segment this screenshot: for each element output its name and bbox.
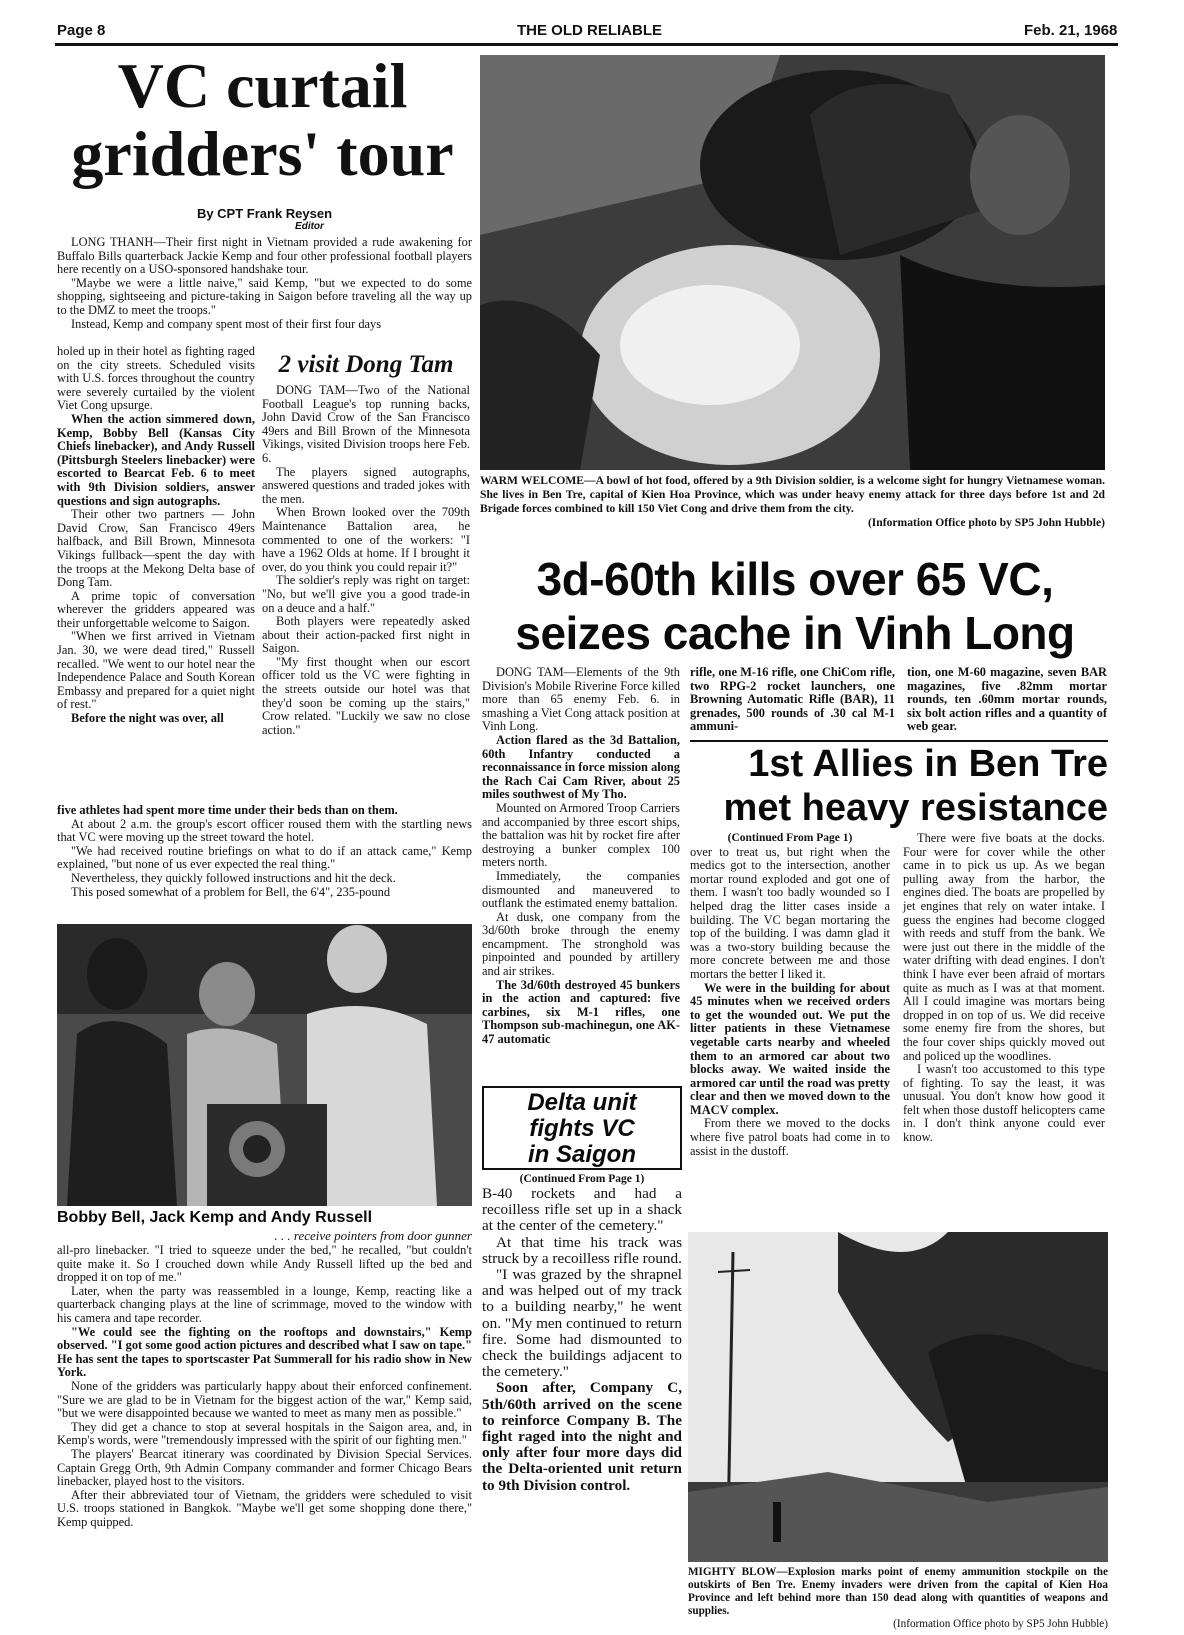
paragraph: The soldier's reply was right on target: "No, but we'll give you a good trade-in on a deuce and a half." (262, 573, 470, 615)
players-caption (57, 1208, 472, 1244)
players-caption-sub: . . . receive pointers from door gunner (274, 1228, 472, 1243)
story4-headline-3: in Saigon (528, 1141, 636, 1168)
story3-headline-2: met heavy resistance (723, 787, 1108, 829)
paragraph: When Brown looked over the 709th Maintenance Battalion area, he commented to one of the workers: "I have a 1962 Olds at home. If I brought it over, do you think you could repair it?" (262, 505, 470, 574)
sidebar-dongtam (262, 350, 470, 737)
byline: By CPT Frank Reysen (196, 206, 333, 221)
paragraph: A prime topic of conversation wherever the gridders appeared was their unforgettable welcome to Saigon. (57, 588, 255, 630)
warm-welcome-photo (480, 55, 1105, 470)
continued-label: (Continued From Page 1) (519, 1173, 645, 1185)
paragraph: The players' Bearcat itinerary was coordinated by Division Special Services. Captain Gregg Orth, 9th Admin Company commander and former Chicago Bears linebacker, played host to the visitors. (57, 1446, 472, 1489)
story1-column (57, 345, 255, 726)
paragraph: Mounted on Armored Troop Carriers and accompanied by three escort ships, the battalion was hit by rocket fire after destroying a bunker complex 100 meters north. (482, 800, 680, 870)
photo-credit: (Information Office photo by SP5 John Hubble) (867, 516, 1105, 529)
story4-headline-1: Delta unit (527, 1089, 637, 1116)
paragraph: holed up in their hotel as fighting raged on the city streets. Scheduled visits with U.S. forces throughout the country were severely curtailed by the violent Viet Cong upsurge. (57, 344, 255, 413)
paragraph: At that time his track was struck by a recoilless rifle round. (482, 1233, 682, 1267)
story3-headline-1: 1st Allies in Ben Tre (748, 743, 1108, 785)
mighty-blow-image (688, 1232, 1108, 1562)
paragraph: rifle, one M-16 rifle, one ChiCom rifle, two RPG-2 rocket launchers, one Browning Automatic Rifle (BAR), 11 grenades, 500 rounds of .30 cal M-1 ammuni- (690, 665, 895, 734)
paragraph: tion, one M-60 magazine, seven BAR magazines, five .82mm mortar rounds, ten .60mm mortar rounds, six bolt action rifles and a quantity of web gear. (907, 665, 1107, 734)
paragraph: "We had received routine briefings on what to do if an attack came," Kemp explained, "but none of us ever expected the real thing." (57, 843, 472, 872)
byline-role: Editor (295, 221, 324, 232)
paragraph: Immediately, the companies dismounted and maneuvered to outflank the estimated enemy battalion. (482, 868, 680, 911)
players-photo (57, 924, 472, 1206)
paragraph: all-pro linebacker. "I tried to squeeze under the bed," he recalled, "but couldn't quite make it. So I crouched down while Andy Russell lifted up the bed and dropped it on top of me." (57, 1244, 472, 1285)
story1-lead (57, 236, 472, 331)
paragraph: From there we moved to the docks where five patrol boats had come in to assist in the dustoff. (690, 1116, 890, 1158)
story1-continuation (57, 804, 472, 899)
warm-welcome-image (480, 55, 1105, 470)
paragraph: LONG THANH—Their first night in Vietnam provided a rude awakening for Buffalo Bills quarterback Jackie Kemp and four other professional football players here recently on a USO-sponsored handshake tour. (57, 235, 472, 277)
story3-column-2 (903, 832, 1105, 1145)
paragraph: "When we first arrived in Vietnam Jan. 30, we were dead tired," Russell recalled. "We went to our hotel near the Independence Palace and South Korean Embassy and prepared for a quiet night of rest." (57, 629, 255, 712)
story2-column-1 (482, 666, 680, 1047)
paragraph: When the action simmered down, Kemp, Bobby Bell (Kansas City Chiefs linebacker), and Andy Russell (Pittsburgh Steelers linebacker) were escorted to Bearcat Feb. 6 to meet with 9th Division soldiers, answer questions and sign autographs. (57, 411, 255, 508)
story3-column-1 (690, 832, 890, 1158)
paragraph: We were in the building for about 45 minutes when we received orders to get the wounded out. We put the litter patients in these Vietnamese vegetable carts nearby and wheeled them to an armored car about two blocks away. We waited inside the armored car until the road was pretty clear and then we moved down to the MACV complex. (690, 980, 890, 1117)
paragraph: None of the gridders was particularly happy about their enforced confinement. "Sure we are glad to be in Vietnam for the biggest action of the war," Kemp said, "but we were disappointed because we wanted to meet as many men as possible." (57, 1378, 472, 1421)
paragraph: The players signed autographs, answered questions and traded jokes with the men. (262, 464, 470, 506)
paragraph: At about 2 a.m. the group's escort officer roused them with the startling news that VC were moving up the street toward the hotel. (57, 816, 472, 845)
paragraph: This posed somewhat of a problem for Bell, the 6'4", 235-pound (71, 884, 391, 899)
paragraph: I wasn't too accustomed to this type of fighting. To say the least, it was unusual. You don't know how good it felt when those dustoff helicopters came in. I don't think anyone could ever know. (903, 1062, 1105, 1145)
issue-date: Feb. 21, 1968 (1024, 22, 1118, 39)
paragraph: Both players were repeatedly asked about their action-packed first night in Saigon. (262, 614, 470, 656)
players-caption-title: Bobby Bell, Jack Kemp and Andy Russell (57, 1209, 373, 1226)
paragraph: "We could see the fighting on the rooftops and downstairs," Kemp observed. "I got some good action pictures and described what I saw on tape." He has sent the tapes to sportscaster Pat Summerall for his radio show in New York. (57, 1324, 472, 1380)
story1-bottom (57, 1244, 472, 1620)
paragraph: five athletes had spent more time under their beds than on them. (57, 803, 398, 817)
headline-line-1: VC curtail (117, 50, 408, 121)
photo-credit: (Information Office photo by SP5 John Hubble) (893, 1618, 1108, 1630)
paragraph: "My first thought when our escort officer told us the VC were fighting in the streets outside our hotel was that they'd soon be coming up the stairs," Crow related. "Luckily we saw no close action." (262, 654, 470, 737)
mighty-blow-caption (688, 1566, 1108, 1631)
paragraph: DONG TAM—Two of the National Football League's top running backs, John David Crow of the San Francisco 49ers and Bill Brown of the Minnesota Vikings, visited Division troops here Feb. 6. (262, 383, 470, 465)
mighty-blow-photo (688, 1232, 1108, 1562)
masthead-rule (55, 43, 1118, 46)
headline-line-2: gridders' tour (71, 118, 454, 189)
paragraph: Instead, Kemp and company spent most of their first four days (71, 316, 382, 331)
story4-body (482, 1172, 682, 1494)
story2-headline-1: 3d-60th kills over 65 VC, (536, 553, 1054, 605)
paragraph: "I was grazed by the shrapnel and was helped out of my track to a building nearby," he went on. "My men continued to return fire. Some had dismounted to check the buildings adjacent to the cemetery." (482, 1266, 682, 1381)
caption-text: MIGHTY BLOW—Explosion marks point of enemy ammunition stockpile on the outskirts of Ben Tre. Enemy invaders were driven from the capital of Kien Hoa Province and left behind more than 150 dead along with quantities of weapons and supplies. (688, 1566, 1108, 1617)
page-number: Page 8 (57, 22, 106, 39)
paragraph: The 3d/60th destroyed 45 bunkers in the action and captured: five carbines, six M-1 rifles, one Thompson sub-machinegun, one AK-47 automatic (482, 977, 680, 1047)
paper-name: THE OLD RELIABLE (517, 22, 662, 39)
paragraph: Later, when the party was reassembled in a lounge, Kemp, reacting like a quarterback changing plays at the line of scrimmage, moved to the window with his camera and tape recorder. (57, 1283, 472, 1325)
warm-welcome-caption (480, 474, 1105, 530)
paragraph: After their abbreviated tour of Vietnam, the gridders were scheduled to visit U.S. troops stationed in Bangkok. "Maybe we'll get some shopping done there," Kemp quipped. (57, 1487, 472, 1529)
story4-headline-box (482, 1086, 682, 1170)
paragraph: They did get a chance to stop at several hospitals in the Saigon area, and, in Kemp's words, were "tremendously impressed with the spirit of our fighting men." (57, 1419, 472, 1448)
paragraph: Nevertheless, they quickly followed instructions and hit the deck. (71, 870, 396, 885)
paragraph: B-40 rockets and had a recoilless rifle set up in a shack at the center of the cemetery." (482, 1185, 682, 1235)
paragraph: Their other two partners — John David Crow, San Francisco 49ers halfback, and Bill Brown, Minnesota Vikings fullback—spent the day with the troops at the Mekong Delta base of Dong Tam. (57, 507, 255, 590)
story2-column-2 (690, 666, 895, 734)
paragraph: over to treat us, but right when the medics got to the intersection, another mortar round exploded and got one of them. I wasn't too badly wounded so I helped drag the litter cases inside a building. The VC began mortaring the top of the building. I was damn glad it was a two-story building because the more concrete between me and those mortars the better I liked it. (690, 844, 890, 981)
sidebar-headline: 2 visit Dong Tam (278, 351, 454, 378)
paragraph: "Maybe we were a little naive," said Kemp, "but we expected to do some shopping, sightseeing and picture-taking in Saigon before traveling all the way up to the DMZ to meet the troops." (57, 275, 472, 317)
paragraph: Soon after, Company C, 5th/60th arrived on the scene to reinforce Company B. The fight raged into the night and only after four more days did the Delta-oriented unit return to 9th Division control. (482, 1379, 682, 1494)
paragraph: There were five boats at the docks. Four were for cover while the other came in to pick us up. As we began pulling away from the harbor, the engines died. The boats are propelled by jet engines that rely on water intake. I guess the engines had become clogged with reeds and stuff from the bank. We were just out there in the middle of the water drifting with dead engines. I don't think I have ever been afraid of mortars quite as much as I was at that moment. All I could imagine was mortars being dropped in on top of us. We did receive some enemy fire from the shores, but the four cover ships quickly moved out and policed up the woodlines. (903, 831, 1105, 1063)
paragraph: DONG TAM—Elements of the 9th Division's Mobile Riverine Force killed more than 65 enemy Feb. 6. in smashing a Viet Cong attack position at Vinh Long. (482, 665, 680, 734)
story4-headline-2: fights VC (529, 1115, 635, 1142)
continued-label: (Continued From Page 1) (727, 832, 853, 844)
players-photo-image (57, 924, 472, 1206)
story2-column-3 (907, 666, 1107, 734)
paragraph: Action flared as the 3d Battalion, 60th Infantry conducted a reconnaissance in force mission along the Rach Cai Cam River, about 25 miles southwest of My Tho. (482, 732, 680, 802)
caption-text: WARM WELCOME—A bowl of hot food, offered by a 9th Division soldier, is a welcome sight for hungry Vietnamese woman. She lives in Ben Tre, capital of Kien Hoa Province, which was under heavy enemy attack for three days before 1st and 2d Brigade forces combined to kill 150 Viet Cong and drive them from the city. (480, 474, 1105, 515)
story2-headline-2: seizes cache in Vinh Long (515, 607, 1075, 659)
paragraph: Before the night was over, all (71, 711, 224, 726)
paragraph: At dusk, one company from the 3d/60th broke through the enemy encampment. The stronghold was pinpointed and pounded by artillery and air strikes. (482, 909, 680, 979)
